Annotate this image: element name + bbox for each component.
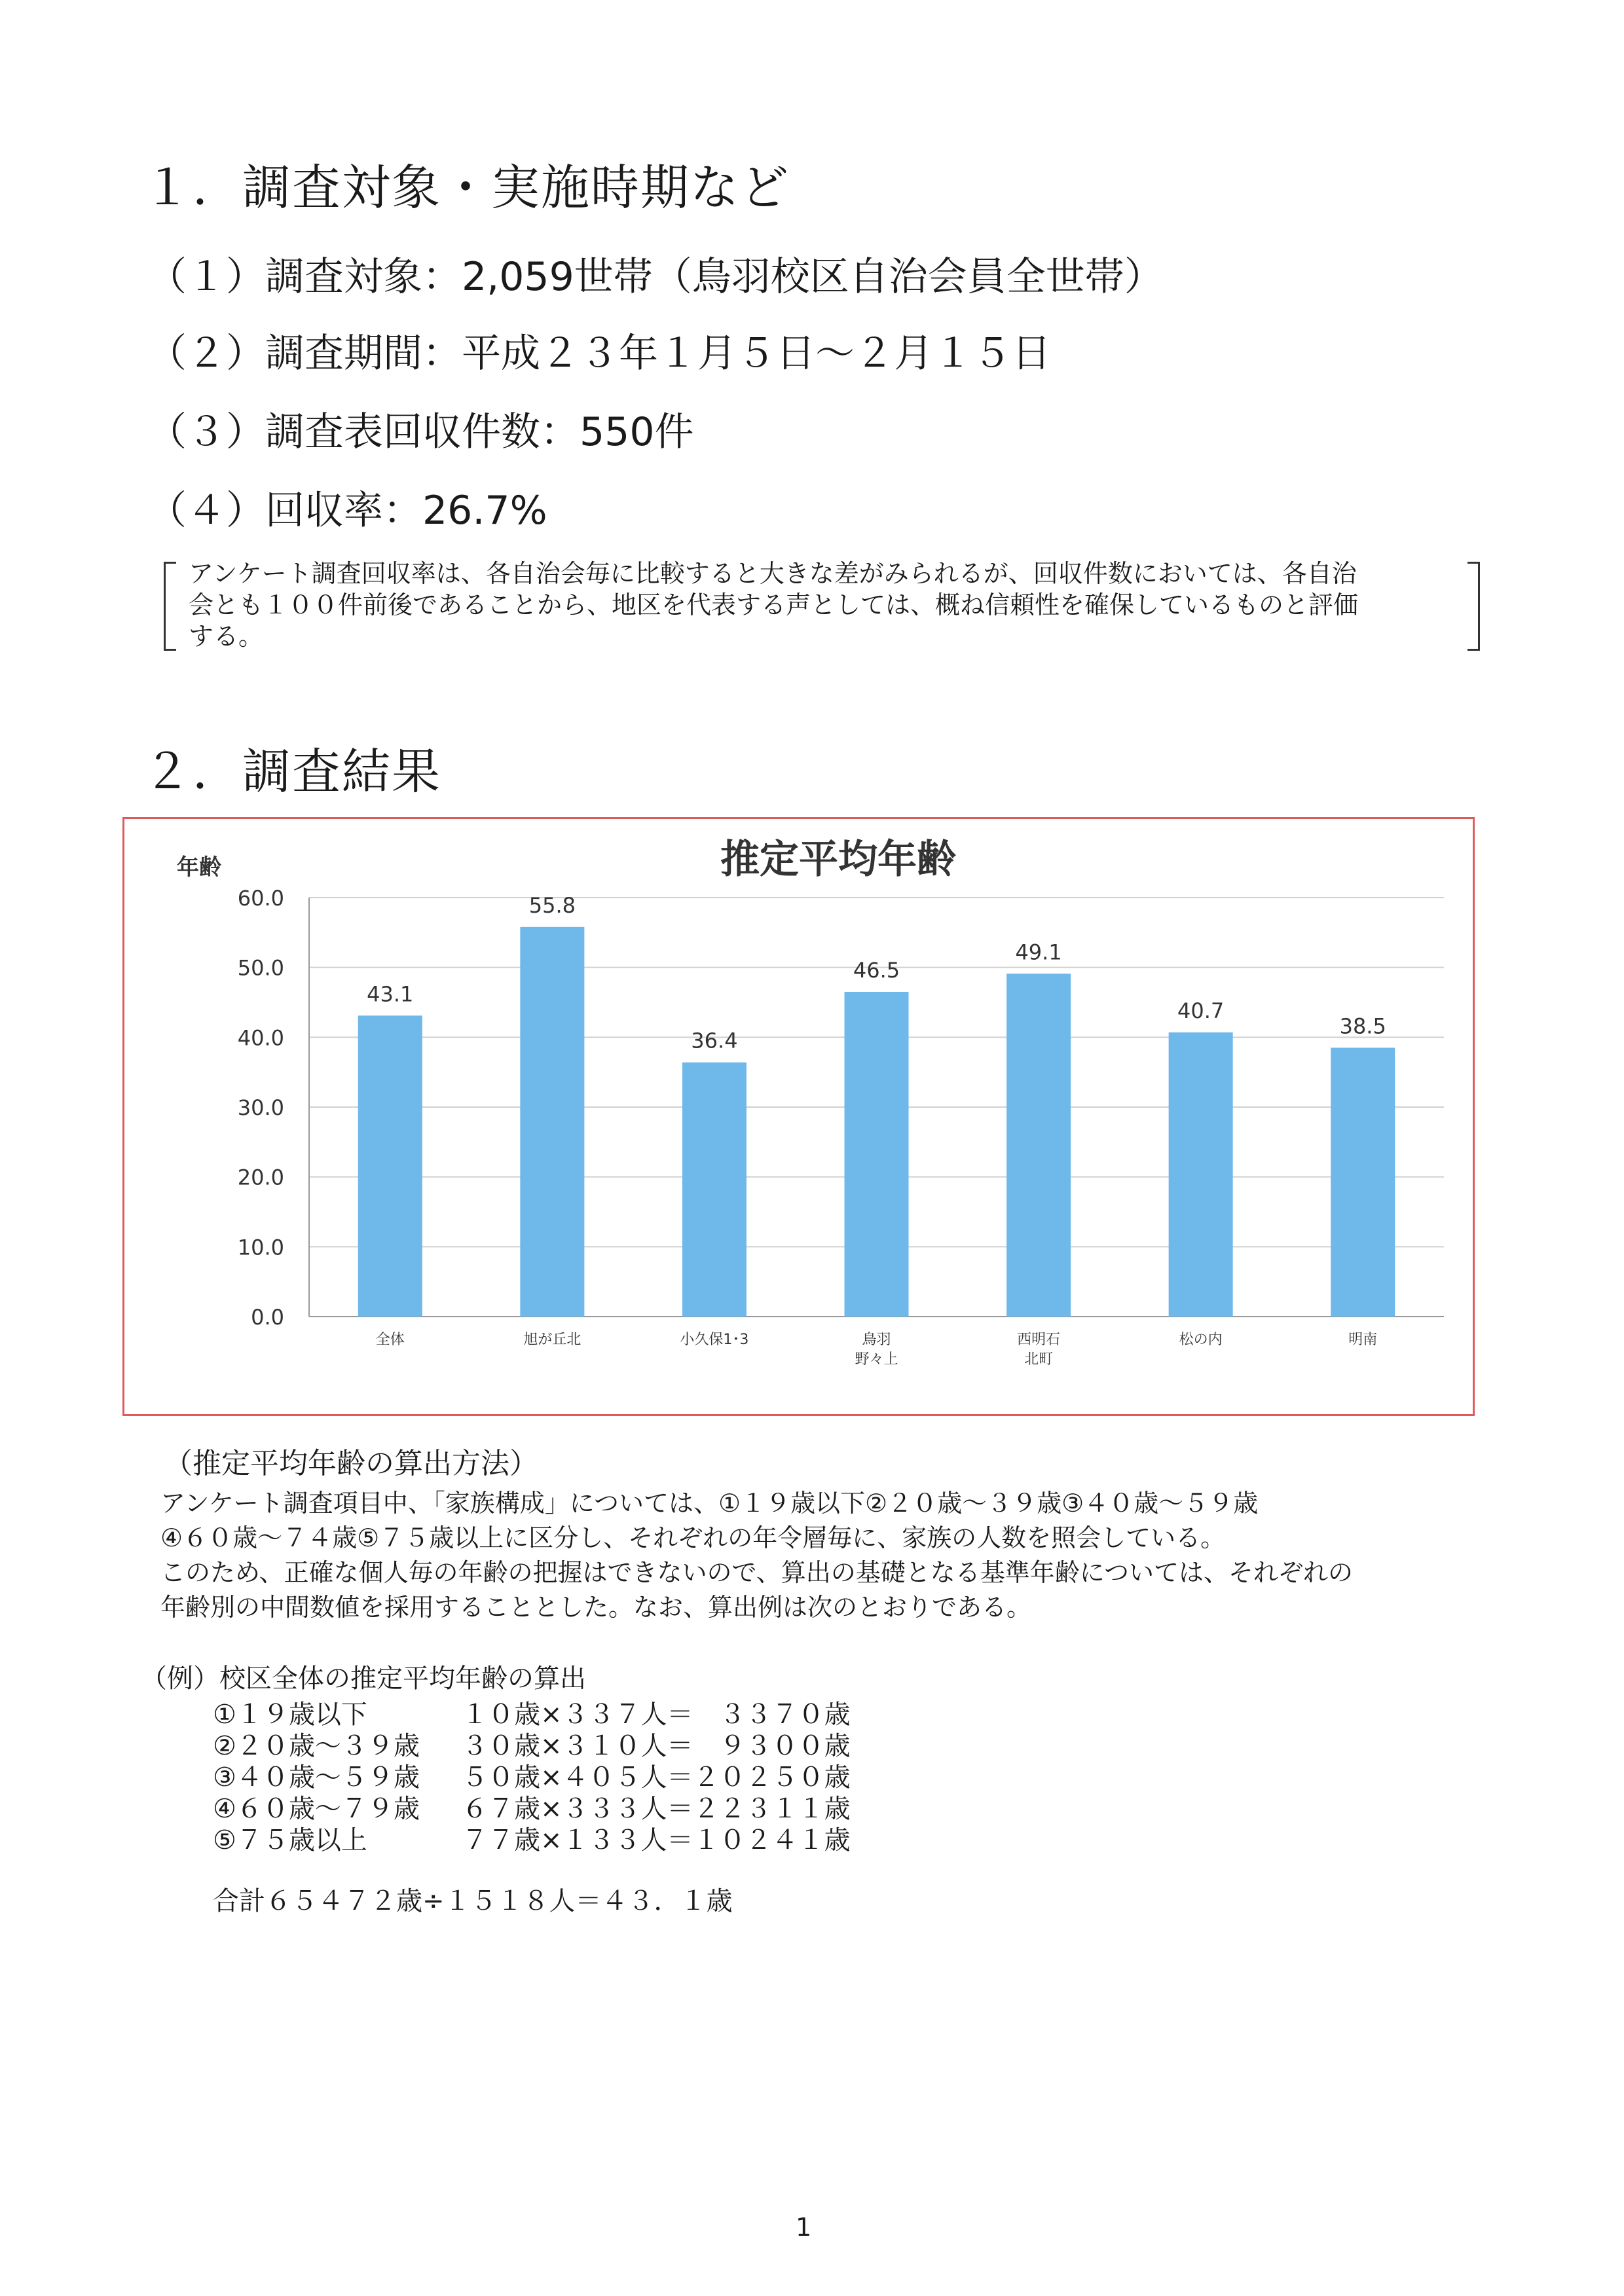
y-tick-label: 10.0 [237,1235,284,1260]
example-row-label: ③４０歳～５９歳 [213,1762,420,1793]
data-label: 46.5 [853,958,900,983]
bar [1331,1048,1395,1317]
note-text [189,558,1469,652]
x-tick-label: 鳥羽 [862,1332,891,1348]
y-tick-label: 60.0 [237,886,284,911]
example-row [213,1793,851,1825]
return-rate-item: （４）回収率：26.7% [147,488,547,534]
data-label: 43.1 [367,981,414,1007]
data-label: 55.8 [528,892,576,918]
bar [358,1015,422,1317]
example-row [213,1825,851,1856]
method-line: このため、正確な個人毎の年齢の把握はできないので、算出の基礎となる基準年齢については、それぞれの [160,1558,1353,1587]
data-label: 49.1 [1015,939,1062,965]
example-row-label: ⑤７５歳以上 [213,1825,367,1855]
y-tick-label: 50.0 [237,955,284,981]
survey-target-item: （１）調査対象：2,059世帯（鳥羽校区自治会員全世帯） [147,254,1164,300]
example-row-calc: ７７歳×１３３人＝１０２４１歳 [462,1825,851,1855]
bar [1169,1032,1233,1317]
note-line: アンケート調査回収率は、各自治会毎に比較すると大きな差がみられるが、回収件数においては、各自治 [189,559,1357,588]
survey-period-item: （２）調査期間：平成２３年１月５日～２月１５日 [147,331,1051,376]
bar [520,927,584,1317]
method-line: 年齢別の中間数値を採用することとした。なお、算出例は次のとおりである。 [160,1593,1032,1622]
method-line: アンケート調査項目中、「家族構成」については、①１９歳以下②２０歳～３９歳③４０歳～５９歳 [160,1489,1259,1518]
y-tick-label: 20.0 [237,1165,284,1190]
example-heading: （例）校区全体の推定平均年齢の算出 [141,1664,586,1694]
note-bracket-right [1467,562,1480,651]
example-row-label: ①１９歳以下 [213,1700,367,1730]
example-row-calc: ３０歳×３１０人＝ ９３００歳 [462,1731,851,1761]
y-tick-label: 0.0 [251,1305,284,1330]
x-tick-label: 小久保1･3 [680,1332,749,1348]
x-tick-label: 西明石 [1017,1332,1061,1348]
example-row [213,1762,851,1793]
y-tick-label: 30.0 [237,1095,284,1120]
average-age-bar-chart [124,819,1473,1414]
note-line: する。 [189,622,264,651]
data-label: 36.4 [691,1028,738,1053]
x-tick-label: 野々上 [855,1351,898,1368]
chart-frame [122,817,1475,1416]
data-label: 40.7 [1177,998,1225,1023]
x-tick-label: 全体 [375,1332,405,1348]
example-row-label: ②２０歳～３９歳 [213,1731,420,1761]
example-row-calc: １０歳×３３７人＝ ３３７０歳 [462,1700,851,1730]
example-row-label: ④６０歳～７９歳 [213,1794,420,1824]
note-bracket-left [164,562,176,651]
bar [682,1063,747,1317]
page-number: 1 [796,2213,812,2242]
method-line: ④６０歳～７４歳⑤７５歳以上に区分し、それぞれの年令層毎に、家族の人数を照会している。 [160,1523,1226,1552]
bar [1006,974,1071,1317]
example-row [213,1730,851,1762]
returned-count-item: （３）調査表回収件数：550件 [147,409,694,455]
x-tick-label: 旭が丘北 [523,1332,581,1348]
example-row-calc: ５０歳×４０５人＝２０２５０歳 [462,1762,851,1793]
chart-y-axis-label: 年齢 [177,854,221,881]
note-box [164,559,1480,651]
section2-heading: ２．調査結果 [143,744,441,800]
example-row-calc: ６７歳×３３３人＝２２３１１歳 [462,1794,851,1824]
y-tick-label: 40.0 [237,1025,284,1051]
note-line: 会とも１００件前後であることから、地区を代表する声としては、概ね信頼性を確保しているものと評価 [189,591,1359,619]
x-tick-label: 松の内 [1179,1332,1223,1348]
example-table [213,1699,933,1869]
bar [845,992,909,1317]
method-heading: （推定平均年齢の算出方法） [164,1447,538,1480]
example-total: 合計６５４７２歳÷１５１８人＝４３．１歳 [213,1886,733,1916]
chart-title: 推定平均年齢 [720,837,956,883]
section1-heading: １．調査対象・実施時期など [143,160,790,216]
example-row [213,1699,851,1730]
x-tick-label: 明南 [1348,1332,1378,1348]
x-tick-label: 北町 [1024,1351,1054,1368]
data-label: 38.5 [1339,1013,1386,1039]
